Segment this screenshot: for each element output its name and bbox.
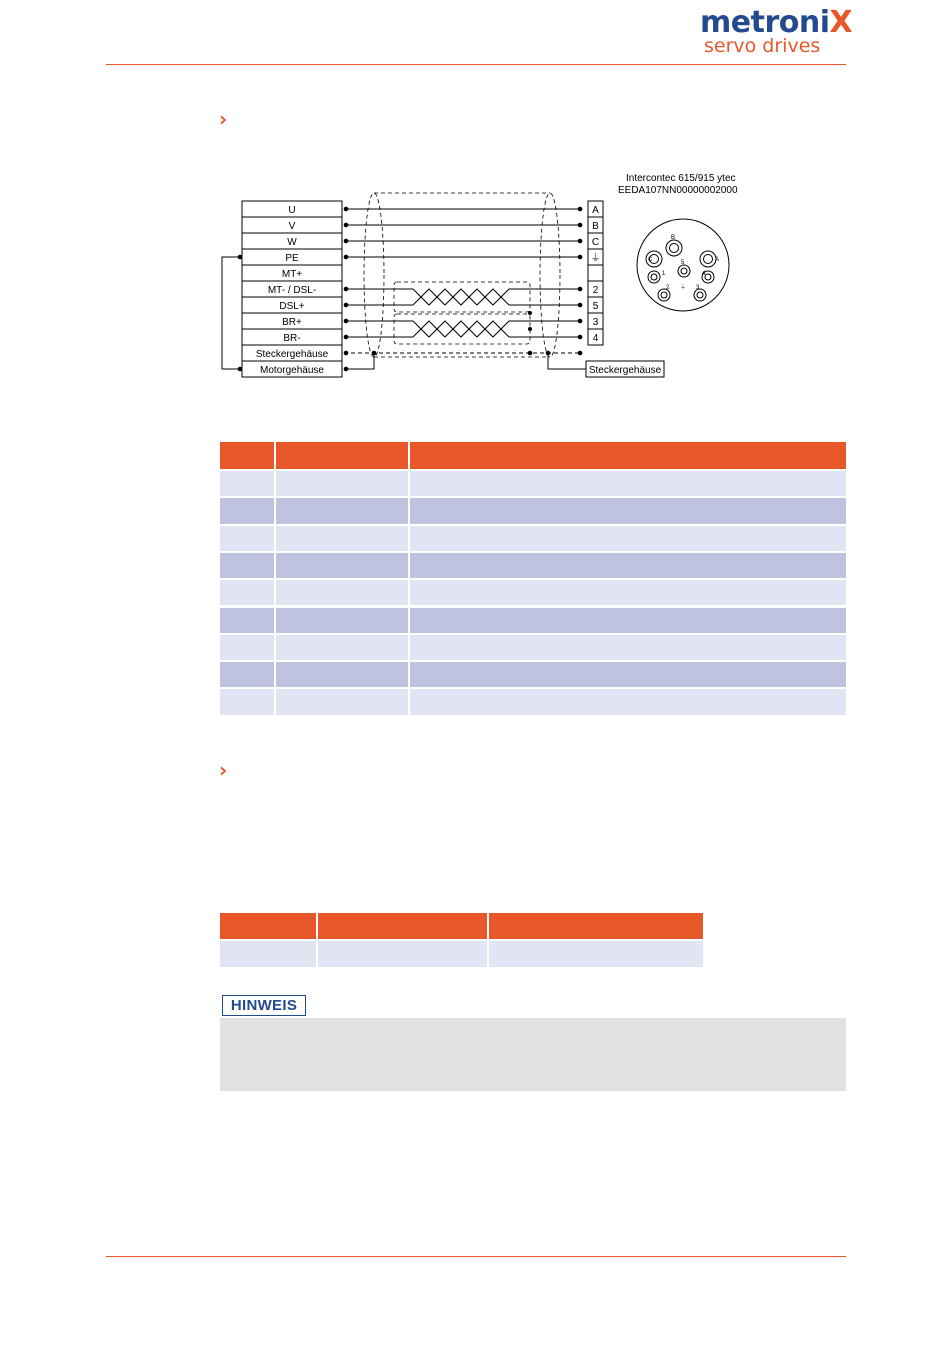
motor-label: V [288,221,296,232]
pin-label: 4 [592,333,599,344]
table-cell [220,689,274,714]
table-cell [276,471,408,496]
table-cell [410,662,846,687]
table-cell [410,608,846,633]
connector-face-icon [637,219,729,311]
table-header-cell [489,913,703,939]
face-pin-3: 3 [696,285,700,291]
table-cell [410,553,846,578]
wiring-diagram [210,165,770,385]
table-cell [276,580,408,605]
table-cell [220,635,274,660]
table-cell [276,553,408,578]
table-header-cell [410,442,846,469]
table-cell [410,580,846,605]
face-pin-1: 1 [662,271,666,277]
table-cell [276,498,408,523]
table-cell [220,608,274,633]
table-cell [410,498,846,523]
table-1 [220,442,846,725]
table-cell [410,471,846,496]
brand-name: metroni [700,5,830,40]
table-cell [276,608,408,633]
table-cell [318,941,487,967]
face-pin-b: B [671,235,676,241]
table-header-cell [220,442,274,469]
motor-label: Steckergehäuse [255,349,329,360]
motor-label: BR- [283,333,301,344]
table-cell [410,635,846,660]
connector-pin-labels [588,201,603,345]
table-cell [489,941,703,967]
table-cell [410,689,846,714]
table-cell [410,526,846,551]
motor-label: DSL+ [279,301,305,312]
motor-label: BR+ [282,317,302,328]
face-pin-5: 5 [681,260,685,266]
face-pin-4: 4 [702,271,706,277]
face-pin-pe: ⏚ [680,285,687,291]
header-rule [106,64,846,65]
table-cell [276,662,408,687]
table-cell [220,553,274,578]
table-header-cell [318,913,487,939]
table-cell [276,635,408,660]
connector-title-1: Intercontec 615/915 ytec [626,173,736,184]
pin-label: A [592,205,599,216]
table-cell [220,580,274,605]
table-cell [276,526,408,551]
motor-label: MT+ [281,269,303,280]
pin-label: 3 [592,317,599,328]
motor-side-labels [242,201,342,377]
pin-label: 2 [592,285,599,296]
notice-box [220,1018,846,1091]
motor-label: W [287,237,297,248]
cable-shield [364,193,560,357]
pin-label: ⏚ [590,253,601,264]
table-cell [220,526,274,551]
table-cell [220,941,316,967]
pin-label: C [591,237,600,248]
table-2 [220,913,703,967]
table-cell [220,662,274,687]
face-pin-c: C [648,257,653,263]
section-chevron-icon: › [219,107,228,131]
brand-tagline: servo drives [704,35,821,57]
motor-label: PE [285,253,299,264]
table-cell [220,498,274,523]
section-chevron-icon: › [219,758,228,782]
table-header-cell [276,442,408,469]
pin-label: 5 [592,301,599,312]
notice-label: HINWEIS [222,995,306,1016]
motor-label: MT- / DSL- [267,285,317,296]
table-cell [220,471,274,496]
housing-label: Steckergehäuse [588,365,662,376]
motor-label: Motorgehäuse [260,365,324,376]
brand-x: X [829,5,853,40]
table-header-cell [220,913,316,939]
pin-label: B [592,221,599,232]
motor-label: U [288,205,296,216]
pin-box [588,265,603,281]
table-cell [276,689,408,714]
face-pin-a: A [715,257,720,263]
footer-rule [106,1256,846,1257]
connector-title-2: EEDA107NN00000002000 [618,185,738,196]
face-pin-2: 2 [666,285,670,291]
